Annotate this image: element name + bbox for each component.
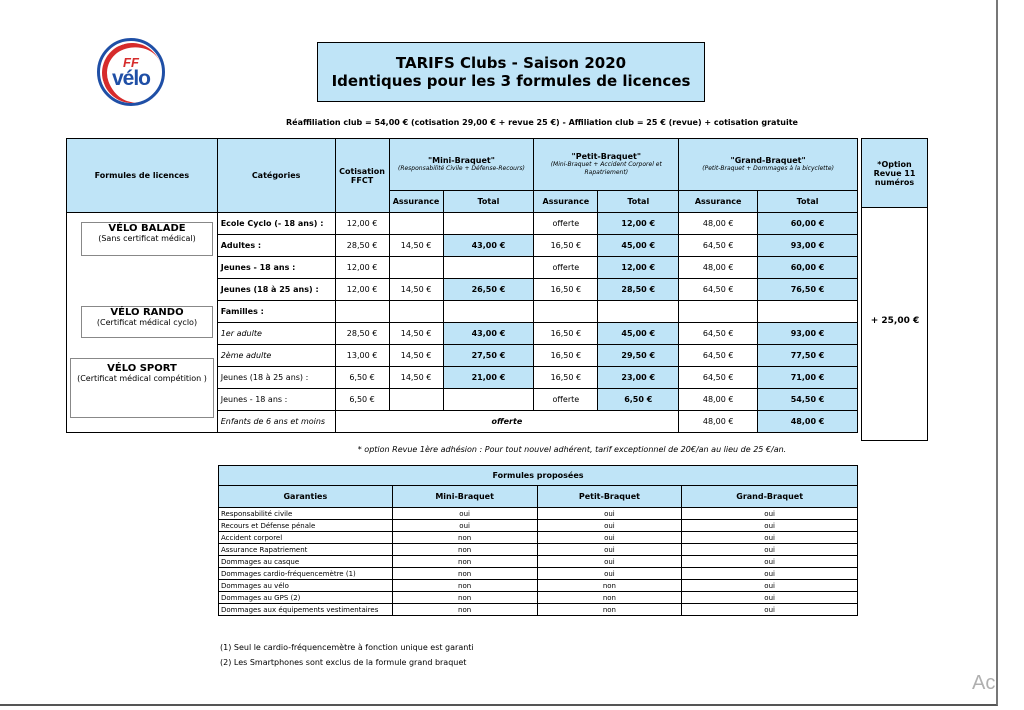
garantie-row (219, 508, 858, 520)
row-0-petit-total: 12,00 € (598, 213, 679, 235)
row-2-cat: Jeunes - 18 ans : (217, 257, 335, 279)
formule-velo-rando-desc: (Certificat médical cyclo) (96, 318, 198, 327)
row-6-grand-assurance: 64,50 € (679, 345, 758, 367)
row-9-offerte: offerte (335, 411, 679, 433)
row-8-mini-assurance (389, 389, 443, 411)
garantie-value: oui (682, 520, 858, 532)
row-1-cat: Adultes : (217, 235, 335, 257)
row-5-mini-assurance: 14,50 € (389, 323, 443, 345)
formule-velo-sport-name: VÉLO SPORT (107, 363, 177, 374)
row-3-mini-assurance: 14,50 € (389, 279, 443, 301)
garantie-row (219, 532, 858, 544)
row-2-grand-total: 60,00 € (758, 257, 858, 279)
row-1-cot: 28,50 € (335, 235, 389, 257)
reaffiliation-text: Réaffiliation club = 54,00 € (cotisation 29,00 € + revue 25 €) - Affiliation club = 25 € (revue) + cotisation gratuite (286, 118, 798, 127)
row-8-grand-assurance: 48,00 € (679, 389, 758, 411)
footnote-2: (2) Les Smartphones sont exclus de la formule grand braquet (220, 658, 467, 667)
garantie-label: Dommages aux équipements vestimentaires (219, 604, 393, 616)
garantie-value: oui (537, 556, 682, 568)
formule-velo-balade-desc: (Sans certificat médical) (98, 234, 196, 243)
option-revue-table (861, 138, 928, 441)
garantie-row (219, 568, 858, 580)
garantie-value: oui (392, 508, 537, 520)
row-0-grand-total: 60,00 € (758, 213, 858, 235)
footnote-1: (1) Seul le cardio-fréquencemètre à fonction unique est garanti (220, 643, 474, 652)
row-2-mini-total (443, 257, 534, 279)
header-grand-assurance: Assurance (679, 191, 758, 213)
row-9-cat: Enfants de 6 ans et moins (217, 411, 335, 433)
garantie-value: non (392, 580, 537, 592)
formules-title: Formules proposées (219, 466, 858, 486)
row-3-cot: 12,00 € (335, 279, 389, 301)
row-7-cat: Jeunes (18 à 25 ans) : (217, 367, 335, 389)
row-8-petit-total: 6,50 € (598, 389, 679, 411)
garantie-value: non (537, 604, 682, 616)
row-4-cat: Familles : (217, 301, 335, 323)
garantie-label: Accident corporel (219, 532, 393, 544)
row-0-grand-assurance: 48,00 € (679, 213, 758, 235)
garantie-label: Assurance Rapatriement (219, 544, 393, 556)
row-7-mini-total: 21,00 € (443, 367, 534, 389)
garantie-row (219, 604, 858, 616)
garantie-value: oui (682, 508, 858, 520)
row-0-cot: 12,00 € (335, 213, 389, 235)
row-0-mini-total (443, 213, 534, 235)
row-5-cat: 1er adulte (217, 323, 335, 345)
row-1-mini-assurance: 14,50 € (389, 235, 443, 257)
row-1-grand-assurance: 64,50 € (679, 235, 758, 257)
row-4-mini-total (443, 301, 534, 323)
row-1-grand-total: 93,00 € (758, 235, 858, 257)
row-3-grand-total: 76,50 € (758, 279, 858, 301)
formules-header-mini: Mini-Braquet (392, 486, 537, 508)
garantie-value: non (392, 556, 537, 568)
formule-velo-rando-name: VÉLO RANDO (110, 307, 184, 318)
formule-velo-balade (81, 222, 213, 256)
header-petit (534, 139, 679, 191)
row-7-grand-total: 71,00 € (758, 367, 858, 389)
option-revue-value: + 25,00 € (870, 316, 920, 326)
garantie-value: non (537, 592, 682, 604)
garantie-label: Dommages au vélo (219, 580, 393, 592)
garantie-value: oui (537, 544, 682, 556)
row-2-mini-assurance (389, 257, 443, 279)
garantie-value: oui (682, 568, 858, 580)
header-grand-title: "Grand-Braquet" (730, 156, 806, 165)
row-0-cat: Ecole Cyclo (- 18 ans) : (217, 213, 335, 235)
row-4-grand-total (758, 301, 858, 323)
row-9-grand-assurance: 48,00 € (679, 411, 758, 433)
garantie-value: non (392, 604, 537, 616)
row-6-grand-total: 77,50 € (758, 345, 858, 367)
row-6-petit-assurance: 16,50 € (534, 345, 598, 367)
row-6-mini-total: 27,50 € (443, 345, 534, 367)
row-2-cot: 12,00 € (335, 257, 389, 279)
row-0-mini-assurance (389, 213, 443, 235)
row-7-mini-assurance: 14,50 € (389, 367, 443, 389)
row-2-petit-assurance: offerte (534, 257, 598, 279)
header-mini-total: Total (443, 191, 534, 213)
garantie-row (219, 592, 858, 604)
header-categories: Catégories (217, 139, 335, 213)
header-mini (389, 139, 534, 191)
row-8-mini-total (443, 389, 534, 411)
garantie-value: oui (537, 532, 682, 544)
garantie-label: Responsabilité civile (219, 508, 393, 520)
row-5-grand-total: 93,00 € (758, 323, 858, 345)
row-6-petit-total: 29,50 € (598, 345, 679, 367)
logo-velo: vélo (111, 67, 151, 90)
ffvelo-logo (97, 38, 165, 106)
row-5-mini-total: 43,00 € (443, 323, 534, 345)
formules-proposees-table (218, 465, 858, 616)
formules-header-grand: Grand-Braquet (682, 486, 858, 508)
row-1-petit-total: 45,00 € (598, 235, 679, 257)
header-petit-assurance: Assurance (534, 191, 598, 213)
title-line2: Identiques pour les 3 formules de licences (331, 72, 691, 90)
row-1-petit-assurance: 16,50 € (534, 235, 598, 257)
header-grand-sub: (Petit-Braquet + Dommages à la bicyclette) (702, 165, 834, 172)
formule-velo-rando (81, 306, 213, 338)
row-8-cot: 6,50 € (335, 389, 389, 411)
row-3-petit-total: 28,50 € (598, 279, 679, 301)
garantie-value: oui (682, 604, 858, 616)
row-7-petit-total: 23,00 € (598, 367, 679, 389)
activation-watermark: Ac (972, 672, 996, 694)
header-formules: Formules de licences (67, 139, 218, 213)
row-8-cat: Jeunes - 18 ans : (217, 389, 335, 411)
row-6-cot: 13,00 € (335, 345, 389, 367)
header-grand (679, 139, 858, 191)
row-5-grand-assurance: 64,50 € (679, 323, 758, 345)
formule-velo-balade-name: VÉLO BALADE (108, 223, 186, 234)
garantie-label: Dommages cardio-fréquencemètre (1) (219, 568, 393, 580)
row-6-mini-assurance: 14,50 € (389, 345, 443, 367)
garantie-value: non (392, 544, 537, 556)
header-mini-sub: (Responsabilité Civile + Défense-Recours) (397, 165, 525, 172)
garantie-value: oui (392, 520, 537, 532)
header-cotisation: Cotisation FFCT (335, 139, 389, 213)
row-3-mini-total: 26,50 € (443, 279, 534, 301)
garantie-row (219, 520, 858, 532)
row-4-grand-assurance (679, 301, 758, 323)
garantie-value: oui (537, 568, 682, 580)
row-4-cot (335, 301, 389, 323)
garantie-value: oui (682, 544, 858, 556)
row-4-mini-assurance (389, 301, 443, 323)
garantie-value: oui (682, 556, 858, 568)
garantie-value: non (392, 592, 537, 604)
garantie-label: Dommages au GPS (2) (219, 592, 393, 604)
row-4-petit-assurance (534, 301, 598, 323)
row-5-petit-assurance: 16,50 € (534, 323, 598, 345)
garantie-row (219, 544, 858, 556)
header-grand-total: Total (758, 191, 858, 213)
row-0-petit-assurance: offerte (534, 213, 598, 235)
row-8-petit-assurance: offerte (534, 389, 598, 411)
logo-ff: FF (123, 55, 139, 70)
row-2-grand-assurance: 48,00 € (679, 257, 758, 279)
row-3-cat: Jeunes (18 à 25 ans) : (217, 279, 335, 301)
title-box (317, 42, 705, 102)
row-7-cot: 6,50 € (335, 367, 389, 389)
header-petit-title: "Petit-Braquet" (571, 152, 641, 161)
formule-velo-sport-desc: (Certificat médical compétition ) (77, 374, 207, 383)
formules-body (219, 508, 858, 616)
row-4-petit-total (598, 301, 679, 323)
formules-header-petit: Petit-Braquet (537, 486, 682, 508)
garantie-value: oui (537, 508, 682, 520)
garantie-value: oui (537, 520, 682, 532)
formules-header-garanties: Garanties (219, 486, 393, 508)
garantie-value: oui (682, 532, 858, 544)
row-5-petit-total: 45,00 € (598, 323, 679, 345)
garantie-label: Recours et Défense pénale (219, 520, 393, 532)
title-line1: TARIFS Clubs - Saison 2020 (395, 54, 627, 72)
row-1-mini-total: 43,00 € (443, 235, 534, 257)
garantie-row (219, 580, 858, 592)
garantie-row (219, 556, 858, 568)
row-9-grand-total: 48,00 € (758, 411, 858, 433)
garantie-value: non (537, 580, 682, 592)
row-2-petit-total: 12,00 € (598, 257, 679, 279)
row-7-grand-assurance: 64,50 € (679, 367, 758, 389)
header-mini-assurance: Assurance (389, 191, 443, 213)
row-8-grand-total: 54,50 € (758, 389, 858, 411)
row-7-petit-assurance: 16,50 € (534, 367, 598, 389)
formule-velo-sport (70, 358, 214, 418)
garantie-value: non (392, 568, 537, 580)
row-3-petit-assurance: 16,50 € (534, 279, 598, 301)
header-mini-title: "Mini-Braquet" (427, 156, 495, 165)
garantie-value: oui (682, 592, 858, 604)
row-6-cat: 2ème adulte (217, 345, 335, 367)
garantie-label: Dommages au casque (219, 556, 393, 568)
header-petit-total: Total (598, 191, 679, 213)
revue-note: * option Revue 1ère adhésion : Pour tout nouvel adhérent, tarif exceptionnel de 20€/an au lieu de 25 €/an. (357, 445, 787, 454)
header-petit-sub: (Mini-Braquet + Accident Corporel et Rapatriement) (550, 161, 662, 176)
row-3-grand-assurance: 64,50 € (679, 279, 758, 301)
row-5-cot: 28,50 € (335, 323, 389, 345)
garantie-value: non (392, 532, 537, 544)
option-revue-header: *Option Revue 11 numéros (862, 139, 928, 208)
garantie-value: oui (682, 580, 858, 592)
